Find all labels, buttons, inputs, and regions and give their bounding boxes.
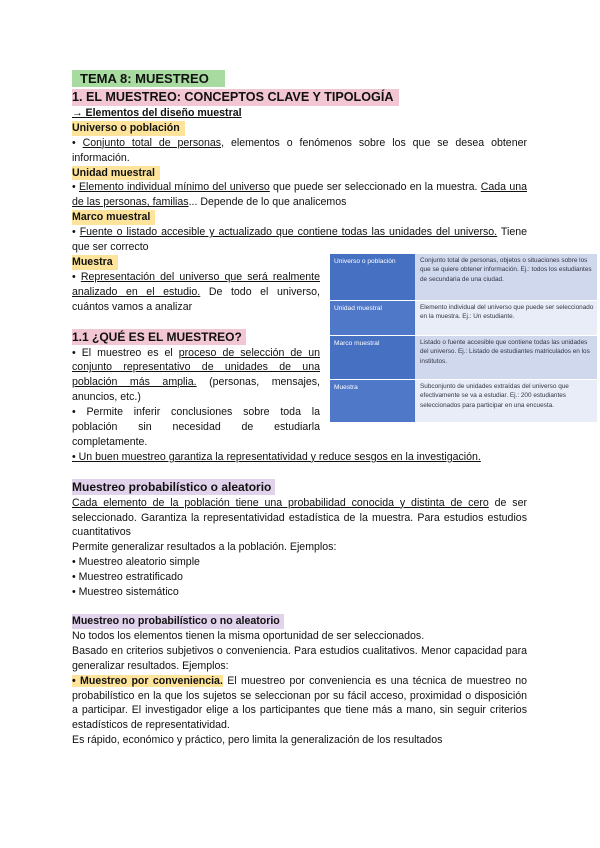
probabilistico-title: Muestreo probabilístico o aleatorio: [72, 479, 275, 495]
no-probabilistico-last: Es rápido, económico y práctico, pero limita la generalización de los resultados: [72, 734, 443, 747]
probabilistico-paragraph: Cada elemento de la población tiene una probabilidad conocida y distinta de cero de ser seleccionado. Garantiza la representatividad estadística de la muestra. Para estudios estudios cuantitativos: [72, 496, 528, 539]
table-row-label: Unidad muestral: [330, 301, 414, 336]
table-row: [330, 254, 597, 300]
table-row: [330, 335, 597, 380]
marco-paragraph: • Fuente o listado accesible y actualizado que contiene todas las unidades del universo. Tiene que ser correcto: [72, 226, 527, 254]
no-probabilistico-p2: Basado en criterios subjetivos o conveniencia. Para estudios cualitativos. Menor capacidad para generalizar resultados. Ejemplos:: [72, 644, 527, 672]
muestreo-inferir: • Permite inferir conclusiones sobre toda la población sin necesidad de estudiarla completamente.: [72, 406, 320, 448]
universo-paragraph: • Conjunto total de personas, elementos o fenómenos sobre los que se desea obtener información.: [72, 136, 528, 164]
table-row-text: Elemento individual del universo que puede ser seleccionado en la muestra. Ej.: Un estudiante.: [415, 301, 597, 336]
table-row: [330, 379, 597, 422]
section-1-title: 1. EL MUESTREO: CONCEPTOS CLAVE Y TIPOLOGÍA: [72, 89, 399, 106]
list-item: • Muestreo estratificado: [72, 571, 183, 584]
elementos-title: → Elementos del diseño muestral: [72, 106, 242, 119]
table-row-label: Muestra: [330, 380, 414, 422]
table-row-text: Subconjunto de unidades extraídas del universo que efectivamente se va a estudiar. Ej.: 200 estudiantes seleccionados para participar en una encuesta.: [415, 380, 597, 422]
elements-table-image: [330, 254, 597, 422]
probabilistico-generalizar: Permite generalizar resultados a la población. Ejemplos:: [72, 541, 337, 554]
universo-heading: Universo o población: [72, 121, 185, 136]
marco-heading: Marco muestral: [72, 210, 155, 225]
muestra-heading: Muestra: [72, 255, 118, 270]
no-probabilistico-p1: No todos los elementos tienen la misma oportunidad de ser seleccionados.: [72, 629, 425, 642]
tema-title: TEMA 8: MUESTREO: [72, 70, 225, 87]
conveniencia-paragraph: • Muestreo por conveniencia. El muestreo por conveniencia es una técnica de muestreo no probabilístico en la que los sujetos se seleccionan por su fácil acceso, proximidad o disposición a participar. El investigador elige a los participantes que tiene más a mano, sin seguir criterios estadísticos de representatividad.: [72, 674, 527, 732]
table-row-label: Universo o población: [330, 254, 414, 300]
list-item: • Muestreo sistemático: [72, 586, 179, 599]
table-row-text: Listado o fuente accesible que contiene todas las unidades del universo. Ej.: Listado de estudiantes matriculados en los institutos.: [415, 336, 597, 380]
muestreo-definition: • El muestreo es el proceso de selección de un conjunto representativo de unidades de una población más amplia. (personas, mensajes, anuncios, etc.): [72, 346, 320, 404]
table-row-text: Conjunto total de personas, objetos o situaciones sobre los que se quiere obtener información. Ej.: todos los estudiantes de secundaria de una ciudad.: [415, 254, 597, 300]
list-item: • Muestreo aleatorio simple: [72, 556, 200, 569]
unidad-paragraph: • Elemento individual mínimo del universo que puede ser seleccionado en la muestra. Cada una de las personas, familias... Depende de lo que analicemos: [72, 181, 528, 209]
unidad-heading: Unidad muestral: [72, 166, 160, 181]
muestra-paragraph: • Representación del universo que será realmente analizado en el estudio. De todo el universo, cuántos vamos a analizar: [72, 270, 320, 313]
table-row: [330, 300, 597, 336]
table-row-label: Marco muestral: [330, 336, 414, 380]
no-probabilistico-title: Muestreo no probabilístico o no aleatorio: [72, 614, 284, 629]
muestreo-representatividad: • Un buen muestreo garantiza la representatividad y reduce sesgos en la investigación.: [72, 450, 481, 463]
section-1-1-title: 1.1 ¿QUÉ ES EL MUESTREO?: [72, 329, 246, 345]
